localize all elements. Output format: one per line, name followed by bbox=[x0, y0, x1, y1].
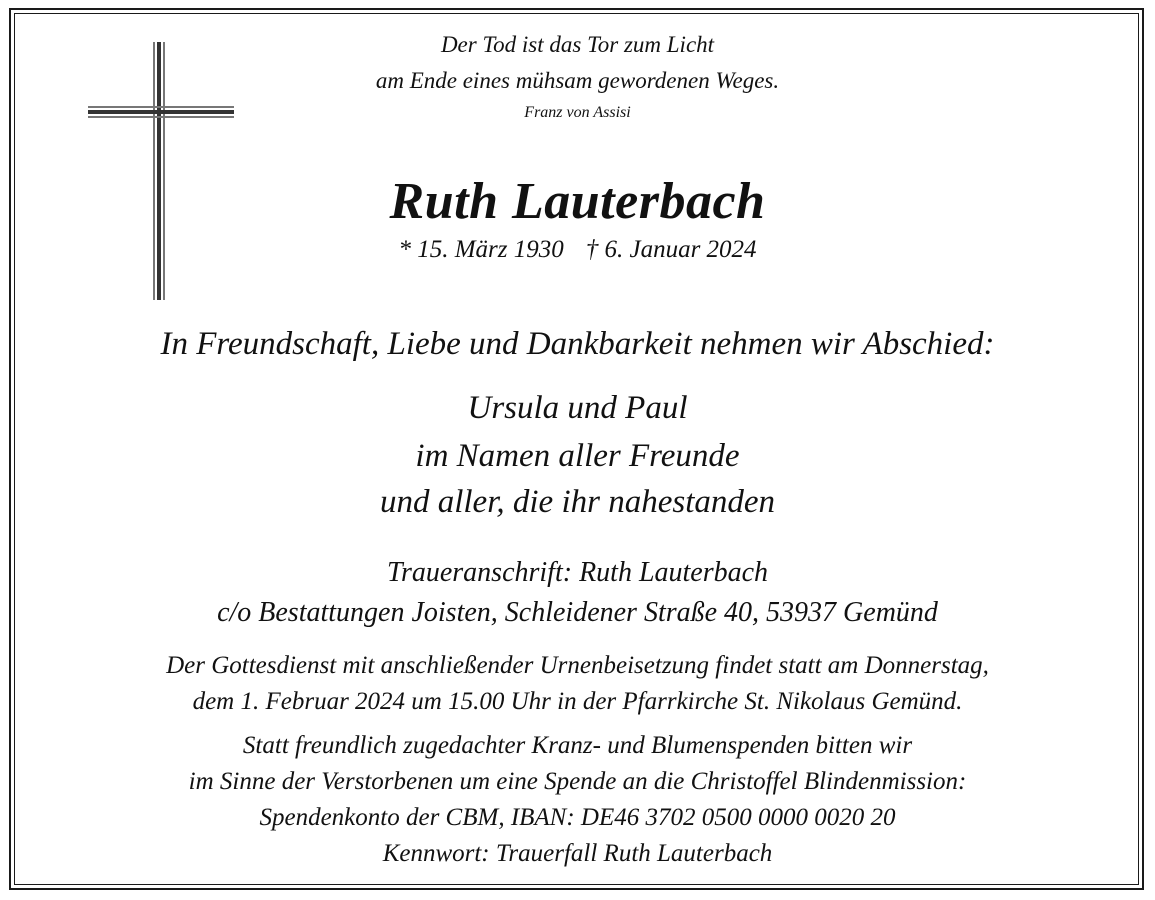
donation-account-line: Spendenkonto der CBM, IBAN: DE46 3702 0500 0000 0020 20 bbox=[259, 804, 896, 831]
farewell-intro: In Freundschaft, Liebe und Dankbarkeit nehmen wir Abschied: bbox=[160, 326, 995, 362]
mourner-line: und aller, die ihr nahestanden bbox=[379, 484, 776, 520]
mourner-line: Ursula und Paul bbox=[467, 390, 688, 426]
service-info-line-1: Der Gottesdienst mit anschließender Urnenbeisetzung findet statt am Donnerstag, bbox=[166, 652, 989, 679]
service-info-line-2: dem 1. Februar 2024 um 15.00 Uhr in der Pfarrkirche St. Nikolaus Gemünd. bbox=[192, 688, 963, 715]
quote-line-2: am Ende eines mühsam gewordenen Weges. bbox=[375, 68, 780, 93]
birth-date: * 15. März 1930 bbox=[398, 236, 564, 263]
life-dates bbox=[0, 236, 1155, 264]
death-date: † 6. Januar 2024 bbox=[585, 236, 757, 263]
donation-line-1: Statt freundlich zugedachter Kranz- und Blumenspenden bitten wir bbox=[242, 732, 913, 759]
deceased-name: Ruth Lauterbach bbox=[389, 173, 766, 230]
mourning-address-line-2: c/o Bestattungen Joisten, Schleidener Straße 40, 53937 Gemünd bbox=[217, 597, 938, 628]
quote-line-1: Der Tod ist das Tor zum Licht bbox=[440, 32, 715, 57]
donation-keyword-line: Kennwort: Trauerfall Ruth Lauterbach bbox=[382, 840, 773, 867]
mourning-address-line-1: Traueranschrift: Ruth Lauterbach bbox=[386, 557, 769, 588]
quote-author: Franz von Assisi bbox=[524, 104, 631, 121]
donation-line-2: im Sinne der Verstorbenen um eine Spende an die Christoffel Blindenmission: bbox=[188, 768, 967, 795]
mourner-line: im Namen aller Freunde bbox=[415, 438, 740, 474]
